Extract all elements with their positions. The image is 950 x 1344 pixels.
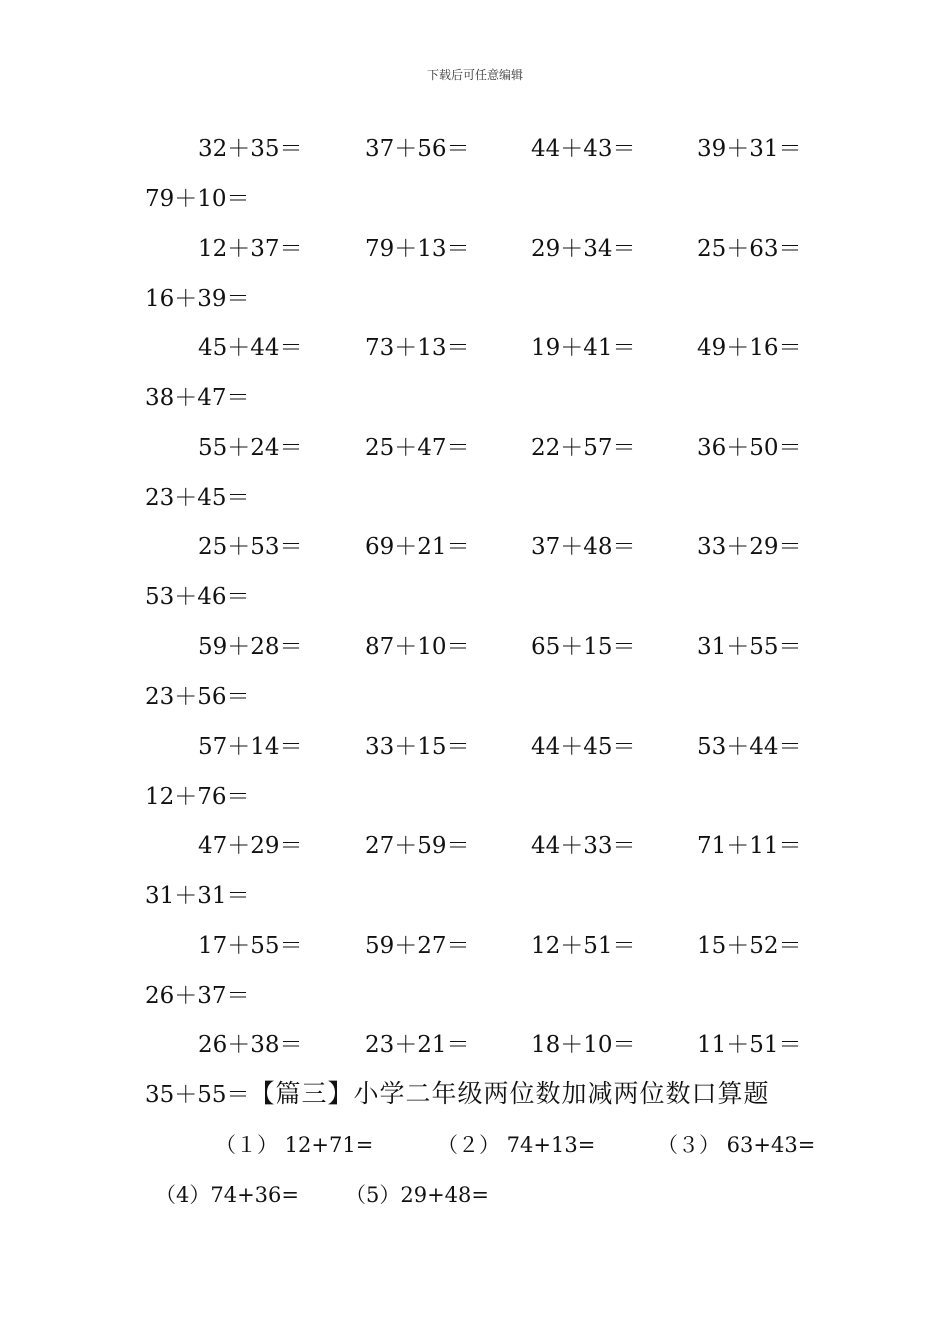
- problem-tail: 23＋56＝: [145, 684, 250, 710]
- problem-item: 44＋45＝: [531, 734, 636, 760]
- problem-item: 44＋43＝: [531, 136, 636, 162]
- problem-item: 18＋10＝: [531, 1032, 636, 1058]
- part3-problem-4: （4）74+36=: [155, 1183, 299, 1207]
- section-heading: [145, 1079, 770, 1110]
- problem-item: 19＋41＝: [531, 335, 636, 361]
- problem-item: 25＋63＝: [697, 236, 802, 262]
- last-tail-problem: 35＋55＝: [145, 1082, 250, 1108]
- problem-item: 26＋38＝: [198, 1032, 303, 1058]
- problem-item: 73＋13＝: [365, 335, 470, 361]
- problem-item: 55＋24＝: [198, 435, 303, 461]
- problem-tail: 26＋37＝: [145, 983, 250, 1009]
- problem-item: 59＋27＝: [365, 933, 470, 959]
- problem-item: 53＋44＝: [697, 734, 802, 760]
- problem-item: 25＋47＝: [365, 435, 470, 461]
- problem-item: 33＋29＝: [697, 534, 802, 560]
- problem-item: 39＋31＝: [697, 136, 802, 162]
- problem-item: 29＋34＝: [531, 236, 636, 262]
- problem-item: 25＋53＝: [198, 534, 303, 560]
- problem-item: 37＋48＝: [531, 534, 636, 560]
- problem-item: 45＋44＝: [198, 335, 303, 361]
- problem-tail: 38＋47＝: [145, 385, 250, 411]
- problem-tail: 79＋10＝: [145, 186, 250, 212]
- problem-item: 33＋15＝: [365, 734, 470, 760]
- problem-item: 79＋13＝: [365, 236, 470, 262]
- problem-item: 12＋37＝: [198, 236, 303, 262]
- problem-item: 37＋56＝: [365, 136, 470, 162]
- problem-item: 71＋11＝: [697, 833, 802, 859]
- problem-item: 47＋29＝: [198, 833, 303, 859]
- problem-item: 22＋57＝: [531, 435, 636, 461]
- part3-problem-1: （１） 12+71=: [215, 1133, 374, 1157]
- problem-item: 11＋51＝: [697, 1032, 802, 1058]
- problem-item: 32＋35＝: [198, 136, 303, 162]
- section-title: 【篇三】小学二年级两位数加减两位数口算题: [249, 1079, 770, 1108]
- problem-item: 87＋10＝: [365, 634, 470, 660]
- problem-item: 59＋28＝: [198, 634, 303, 660]
- problem-item: 27＋59＝: [365, 833, 470, 859]
- part3-problem-2: （２） 74+13=: [437, 1133, 596, 1157]
- problem-item: 23＋21＝: [365, 1032, 470, 1058]
- part3-problem-5: （5）29+48=: [345, 1183, 489, 1207]
- problem-item: 12＋51＝: [531, 933, 636, 959]
- problem-item: 44＋33＝: [531, 833, 636, 859]
- page-header: 下载后可任意编辑: [426, 68, 523, 82]
- problem-item: 49＋16＝: [697, 335, 802, 361]
- problem-item: 36＋50＝: [697, 435, 802, 461]
- problem-item: 65＋15＝: [531, 634, 636, 660]
- problem-item: 69＋21＝: [365, 534, 470, 560]
- problem-item: 15＋52＝: [697, 933, 802, 959]
- problem-item: 17＋55＝: [198, 933, 303, 959]
- problem-tail: 31＋31＝: [145, 883, 250, 909]
- part3-problem-3: （３） 63+43=: [657, 1133, 816, 1157]
- problem-item: 31＋55＝: [697, 634, 802, 660]
- problem-tail: 12＋76＝: [145, 784, 250, 810]
- problem-item: 57＋14＝: [198, 734, 303, 760]
- problem-tail: 16＋39＝: [145, 286, 250, 312]
- problem-tail: 53＋46＝: [145, 584, 250, 610]
- problem-tail: 23＋45＝: [145, 485, 250, 511]
